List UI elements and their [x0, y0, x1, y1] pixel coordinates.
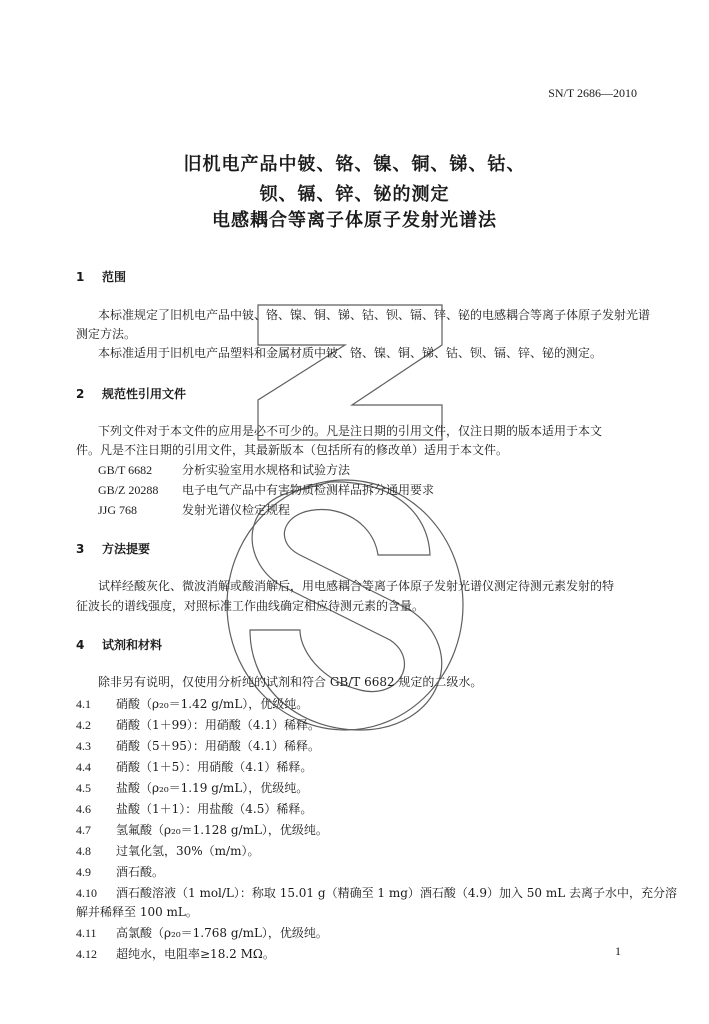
- item-number: 4.5: [76, 781, 91, 795]
- item-number: 4.9: [76, 865, 91, 879]
- reagent-item: [76, 716, 320, 733]
- document-code: SN/T 2686—2010: [548, 86, 637, 100]
- item-text: 酒石酸。: [116, 865, 165, 879]
- item-text: 超纯水，电阻率≥18.2 MΩ。: [116, 947, 275, 961]
- reference-title: 发射光谱仪检定规程: [182, 503, 291, 517]
- item-number: 4.12: [76, 947, 97, 961]
- paragraph-line: 除非另有说明，仅使用分析纯的试剂和符合 GB/T 6682 规定的二级水。: [98, 675, 483, 689]
- section-number: 2: [76, 387, 85, 401]
- item-number: 4.3: [76, 739, 91, 753]
- reference-item: [98, 481, 434, 498]
- reference-title: 分析实验室用水规格和试验方法: [182, 463, 351, 477]
- item-number: 4.7: [76, 823, 91, 837]
- reagent-item: [76, 758, 312, 775]
- section-heading-method-summary: [76, 540, 150, 557]
- reagent-item: [76, 737, 320, 754]
- section-number: 4: [76, 638, 85, 652]
- page-number: 1: [615, 944, 621, 958]
- reagent-item-continuation: 解并稀释至 100 mL。: [76, 905, 198, 919]
- reference-code: JJG 768: [98, 503, 138, 517]
- title-line-1: 旧机电产品中铍、铬、镍、铜、锑、钴、: [183, 154, 526, 175]
- section-title: 规范性引用文件: [102, 387, 187, 401]
- item-number: 4.11: [76, 926, 97, 940]
- reagent-item: [76, 924, 328, 941]
- section-title: 方法提要: [102, 542, 151, 556]
- item-number: 4.10: [76, 886, 97, 900]
- item-text: 盐酸（1＋1）：用盐酸（4.5）稀释。: [116, 802, 313, 816]
- section-title: 范围: [102, 270, 127, 284]
- section-number: 3: [76, 542, 85, 556]
- item-number: 4.6: [76, 802, 91, 816]
- reference-code: GB/T 6682: [98, 463, 153, 477]
- item-text: 过氧化氢，30%（m/m）。: [116, 844, 260, 858]
- item-text: 高氯酸（ρ₂₀＝1.768 g/mL），优级纯。: [116, 926, 328, 940]
- reagent-item: [76, 945, 275, 962]
- item-text: 硝酸（ρ₂₀＝1.42 g/mL），优级纯。: [116, 697, 309, 711]
- item-number: 4.1: [76, 697, 91, 711]
- item-number: 4.2: [76, 718, 91, 732]
- paragraph-line: 本标准适用于旧机电产品塑料和金属材质中铍、铬、镍、铜、锑、钴、钡、镉、锌、铋的测定。: [98, 346, 603, 360]
- reagent-item: [76, 695, 308, 712]
- item-text: 硝酸（1＋5）：用硝酸（4.1）稀释。: [116, 760, 313, 774]
- paragraph-line: 测定方法。: [76, 327, 137, 341]
- reagent-item: [76, 884, 677, 901]
- item-text: 硝酸（1＋99）：用硝酸（4.1）稀释。: [116, 718, 320, 732]
- reagent-item: [76, 842, 259, 859]
- item-text: 盐酸（ρ₂₀＝1.19 g/mL），优级纯。: [116, 781, 309, 795]
- reagent-item: [76, 800, 312, 817]
- item-number: 4.8: [76, 844, 91, 858]
- watermark-outline: [258, 305, 442, 440]
- reference-code: GB/Z 20288: [98, 483, 159, 497]
- section-number: 1: [76, 270, 85, 284]
- item-number: 4.4: [76, 760, 91, 774]
- reagent-item: [76, 779, 308, 796]
- paragraph-line: 试样经酸灰化、微波消解或酸消解后，用电感耦合等离子体原子发射光谱仪测定待测元素发射的特: [98, 579, 615, 593]
- title-line-3: 电感耦合等离子体原子发射光谱法: [212, 210, 497, 231]
- reagent-item: [76, 863, 164, 880]
- section-heading-reagents: [76, 636, 162, 653]
- item-text: 硝酸（5＋95）：用硝酸（4.1）稀释。: [116, 739, 320, 753]
- reference-item: [98, 501, 290, 518]
- title-line-2: 钡、镉、锌、铋的测定: [259, 184, 450, 205]
- section-heading-scope: [76, 268, 126, 285]
- paragraph-line: 征波长的谱线强度，对照标准工作曲线确定相应待测元素的含量。: [76, 599, 425, 613]
- item-text: 氢氟酸（ρ₂₀＝1.128 g/mL），优级纯。: [116, 823, 328, 837]
- paragraph-line: 件。凡是不注日期的引用文件，其最新版本（包括所有的修改单）适用于本文件。: [76, 443, 509, 457]
- item-text: 酒石酸溶液（1 mol/L）：称取 15.01 g（精确至 1 mg）酒石酸（4.9）加入 50 mL 去离子水中，充分溶: [116, 886, 678, 900]
- reagent-item: [76, 821, 328, 838]
- section-heading-normative-references: [76, 385, 186, 402]
- reference-title: 电子电气产品中有害物质检测样品拆分通用要求: [182, 483, 435, 497]
- paragraph-line: 本标准规定了旧机电产品中铍、铬、镍、铜、锑、钴、钡、镉、锌、铋的电感耦合等离子体原子发射光谱: [98, 308, 651, 322]
- paragraph-line: 下列文件对于本文件的应用是必不可少的。凡是注日期的引用文件，仅注日期的版本适用于本文: [98, 424, 603, 438]
- reference-item: [98, 461, 350, 478]
- section-title: 试剂和材料: [102, 638, 163, 652]
